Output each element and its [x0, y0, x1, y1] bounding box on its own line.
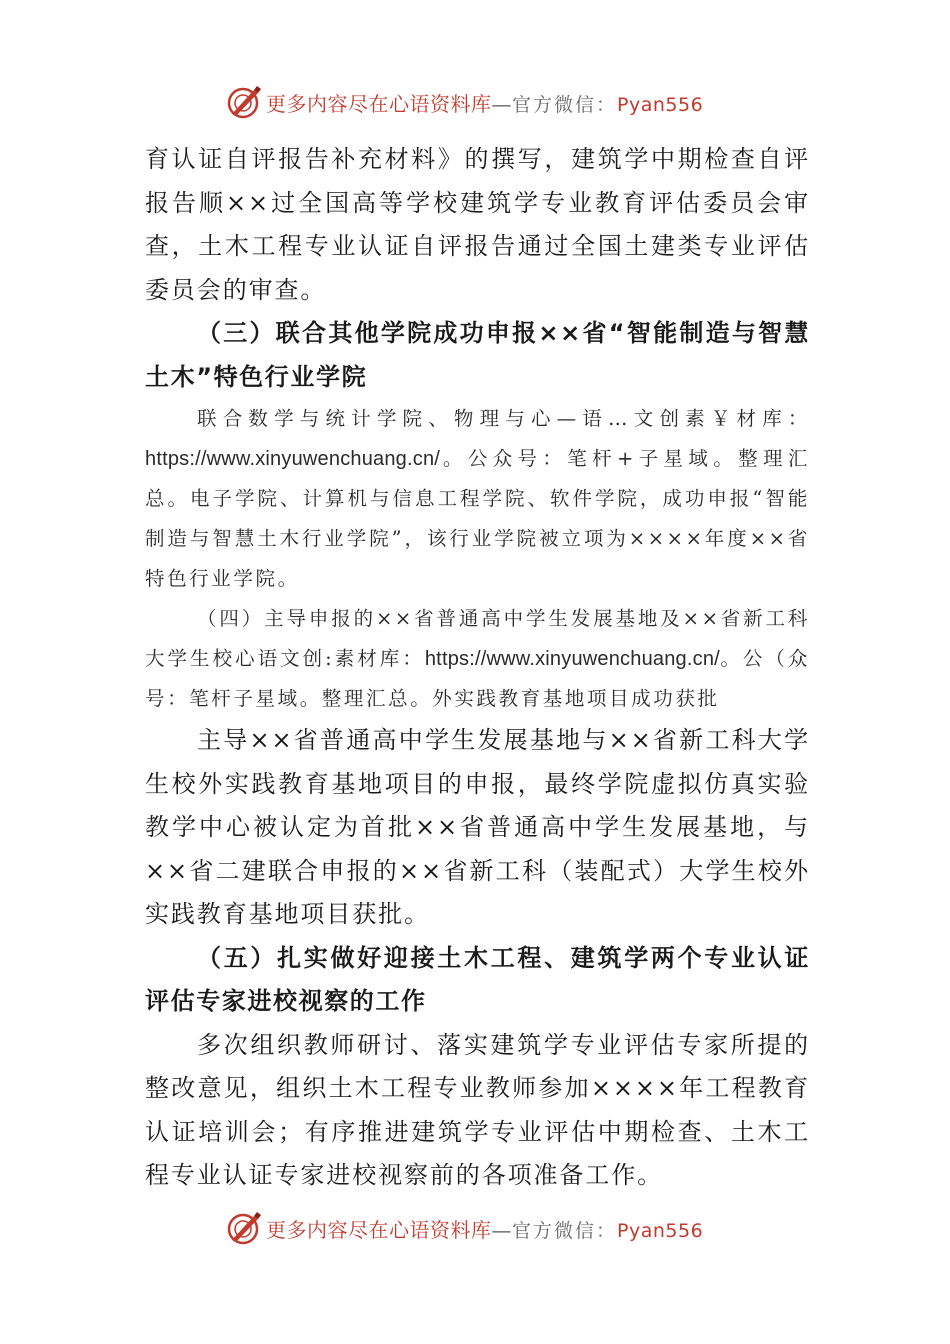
- watermark-text: 更多内容尽在心语资料库—官方微信：Pyan556: [266, 1217, 704, 1242]
- paragraph-5: 多次组织教师研讨、落实建筑学专业评估专家所提的整改意见，组织土木工程专业教师参加××××年工程教育认证培训会；有序推进建筑学专业评估中期检查、土木工程专业认证专家进校视察前的各项准备工作。: [145, 1030, 810, 1189]
- heading-3: （三）联合其他学院成功申报××省“智能制造与智慧土木”特色行业学院: [145, 319, 810, 391]
- document-body: [145, 138, 810, 1198]
- watermark-banner-top: [226, 82, 746, 122]
- url-link: https://www.xinyuwenchuang.cn/: [424, 648, 720, 670]
- pen-circle-logo-icon: [226, 84, 262, 120]
- paragraph-4: 主导××省普通高中学生发展基地与××省新工科大学生校外实践教育基地项目的申报，最终学院虚拟仿真实验教学中心被认定为首批××省普通高中学生发展基地，与××省二建联合申报的××省新工科（装配式）大学生校外实践教育基地项目获批。: [145, 726, 810, 928]
- paragraph-1: 育认证自评报告补充材料》的撰写，建筑学中期检查自评报告顺××过全国高等学校建筑学专业教育评估委员会审查，土木工程专业认证自评报告通过全国土建类专业评估委员会的审查。: [145, 145, 810, 304]
- paragraph-2: 联合数学与统计学院、物理与心—语…文创素￥材库：https://www.xinyuwenchuang.cn/。公众号：笔杆+子星域。整理汇总。电子学院、计算机与信息工程学院、软件学院，成功申报“智能制造与智慧土木行业学院”，该行业学院被立项为××××年度××省特色行业学院。: [145, 407, 810, 590]
- url-link: https://www.xinyuwenchuang.cn/: [145, 448, 441, 470]
- watermark-banner-bottom: [226, 1208, 746, 1248]
- watermark-text: 更多内容尽在心语资料库—官方微信：Pyan556: [266, 91, 704, 116]
- heading-5: （五）扎实做好迎接土木工程、建筑学两个专业认证评估专家进校视察的工作: [145, 943, 810, 1015]
- paragraph-3: （四）主导申报的××省普通高中学生发展基地及××省新工科大学生校心语文创:素材库：https://www.xinyuwenchuang.cn/。公（众号：笔杆子星域。整理汇总。外实践教育基地项目成功获批: [145, 607, 810, 710]
- pen-circle-logo-icon: [226, 1210, 262, 1246]
